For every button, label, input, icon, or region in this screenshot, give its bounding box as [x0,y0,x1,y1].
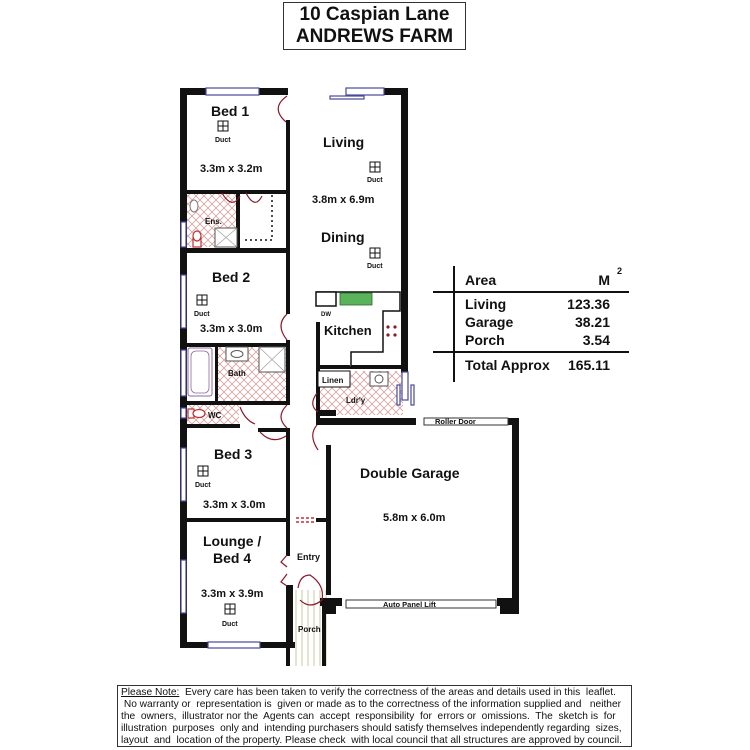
disclaimer-line [121,687,628,699]
disclaimer-text: Every care has been taken to verify the correctness of the areas and details used in this leaflet. [179,687,616,698]
window-bed3 [181,448,186,501]
disclaimer-box [117,685,632,747]
room-label-bed3: Bed 3 [214,446,253,462]
room-label-bath: Bath [228,369,246,378]
window-laundry [402,372,408,400]
room-label-ensuite: Ens. [205,217,222,226]
duct-icon [370,248,380,258]
window-wc [181,408,186,418]
window-ensuite [181,222,186,247]
room-label-living: Living [323,134,365,150]
entry-threshold [296,518,316,522]
total-label: Total Approx [465,357,550,373]
bath-vanity [226,347,248,361]
table-divider [433,291,629,293]
wc-toilet [188,409,205,418]
disclaimer-line: No warranty or representation is given or made as to the correctness of the information supplied and neither [121,699,622,710]
dishwasher-label: DW [321,312,331,318]
cooktop-icon [386,325,396,336]
room-label-linen: Linen [322,376,344,385]
table-row [465,332,610,348]
bathtub [188,348,212,396]
robe-dotted-line [245,195,272,240]
row-label: Living [465,296,507,312]
table-divider [453,266,455,382]
ensuite-toilet [193,231,201,247]
area-header-label: Area [465,272,497,288]
duct-label: Duct [215,137,231,144]
roller-door-label: Roller Door [435,417,476,426]
room-size-bed2: 3.3m x 3.0m [200,323,263,335]
room-label-laundry: Ldr'y [346,396,366,405]
duct-label: Duct [367,177,383,184]
table-divider [433,351,629,353]
row-value: 38.21 [574,314,610,330]
address-line: 10 Caspian Lane [299,4,450,25]
room-label-bed1: Bed 1 [211,103,250,119]
window-bed2 [181,275,186,328]
duct-label: Duct [194,311,210,318]
duct-icon [370,162,380,172]
disclaimer-line: the owners, illustrator nor the Agents can accept responsibility for errors or omissions. The sketch is for [121,711,616,722]
table-row [465,296,610,312]
row-label: Porch [465,332,505,348]
duct-icon [225,604,235,614]
room-label-bed4: Bed 4 [213,550,252,566]
room-size-bed3: 3.3m x 3.0m [203,499,266,511]
room-label-garage: Double Garage [360,465,460,481]
row-value: 123.36 [567,296,610,312]
window-lounge-bottom [208,642,260,648]
room-label-entry: Entry [297,552,321,562]
table-total-row [465,357,610,373]
duct-icon [197,295,207,305]
room-label-lounge: Lounge / [203,533,262,549]
suburb-line: ANDREWS FARM [295,26,454,47]
room-label-bed2: Bed 2 [212,269,251,285]
room-label-dining: Dining [321,229,365,245]
window-bed1 [206,88,259,95]
ensuite-basin [190,200,198,212]
auto-panel-lift-label: Auto Panel Lift [383,600,436,609]
duct-label: Duct [222,621,238,628]
unit-label [598,266,622,288]
table-row [465,314,610,330]
room-size-garage: 5.8m x 6.0m [383,512,446,524]
laundry-tub [370,372,388,386]
window-living [346,88,384,95]
duct-icon [218,121,228,131]
table-header [465,266,622,288]
row-value: 3.54 [582,332,610,348]
room-label-wc: WC [208,411,222,420]
kitchen-sink [340,293,372,305]
disclaimer-heading: Please Note: [121,687,180,698]
window-bath [181,350,186,396]
total-value: 165.11 [567,357,610,373]
row-label: Garage [465,314,514,330]
window-lounge [181,560,186,613]
room-size-living: 3.8m x 6.9m [312,194,375,206]
disclaimer-line: illustration purposes only and intending purchasers should satisfy themselves independently regarding sizes, [121,723,622,734]
unit-text: M [598,272,610,288]
duct-icon [198,466,208,476]
room-size-lounge: 3.3m x 3.9m [201,588,264,600]
room-label-porch: Porch [298,625,321,634]
unit-superscript: 2 [616,266,622,276]
duct-label: Duct [367,263,383,270]
room-size-bed1: 3.3m x 3.2m [200,163,263,175]
disclaimer-line: layout and location of the property. Please check with local council that all structures are approved by council. [121,735,622,746]
duct-label: Duct [195,482,211,489]
room-label-kitchen: Kitchen [324,323,372,338]
